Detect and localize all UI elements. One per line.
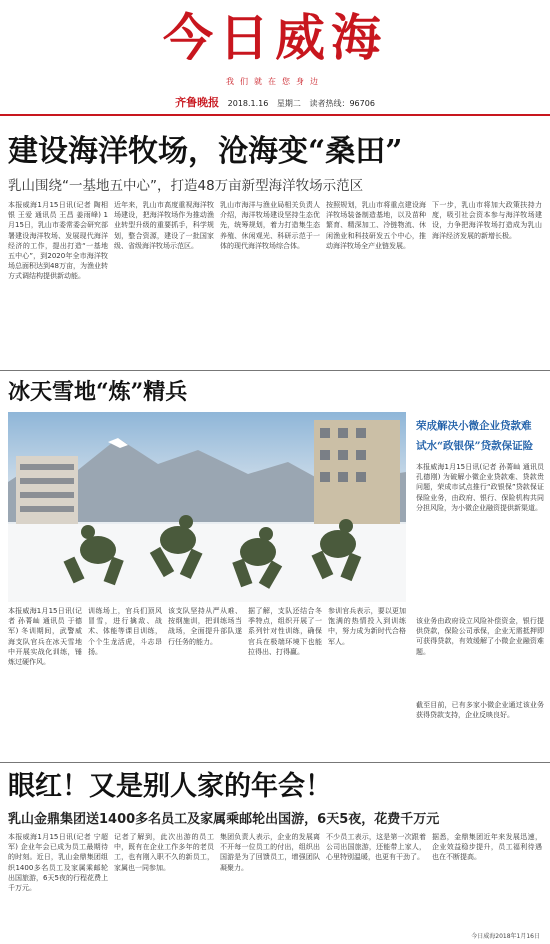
story3-column: 本报威海1月15日讯(记者 宁超军) 企业年会已成为员工最期待的时刻。近日，乳山金鼎集团组织1400多名员工及家属乘邮轮出国旅游，6天5夜的行程花费上千万元。 bbox=[8, 833, 108, 893]
soldiers-snow-photo bbox=[8, 412, 406, 602]
story1-column: 近年来，乳山市高度重视海洋牧场建设，把海洋牧场作为推动渔业转型升级的重要抓手，科学规划，整合资源，建设了一批国家级、省级海洋牧场示范区。 bbox=[114, 201, 214, 250]
story3-column: 集团负责人表示，企业的发展离不开每一位员工的付出，组织出国游是为了回馈员工，增强团队凝聚力。 bbox=[220, 833, 320, 872]
story1-column: 本报威海1月15日讯(记者 陶相银 王爱 通讯员 王昌 姜雨峰) 1月15日，乳山市委常委会研究部署建设海洋牧场、发展现代海洋经济的工作，提出打造“一基地五中心”，到2020年全市海洋牧场总面积达到48万亩，为渔业转方式调结构提供新动能。 bbox=[8, 201, 108, 281]
masthead-slogan: 我们就在您身边 bbox=[226, 77, 324, 86]
story1-headline: 建设海洋牧场，沧海变“桑田” bbox=[8, 134, 403, 169]
hotline-label: 读者热线： bbox=[309, 99, 350, 108]
story3-column: 不少员工表示，这是第一次跟着公司出国旅游，还能带上家人，心里特别温暖，也更有干劲了。 bbox=[326, 833, 426, 862]
story3-subhead: 乳山金鼎集团送1400多名员工及家属乘邮轮出国游，6天5夜，花费千万元 bbox=[8, 812, 440, 827]
story2-column: 训练场上，官兵们顶风冒雪，进行擒敌、战术、体能等课目训练，个个生龙活虎，斗志昂扬。 bbox=[88, 607, 162, 656]
issue-date: 2018.1.16 bbox=[227, 99, 269, 108]
story2-column: 该支队坚持从严从难、按纲施训，把训练场当战场，全面提升部队遂行任务的能力。 bbox=[168, 607, 242, 646]
issue-weekday: 星期二 bbox=[276, 99, 301, 108]
story1-column: 乳山市海洋与渔业局相关负责人介绍，海洋牧场建设坚持生态优先，统筹规划，着力打造集生态养殖、休闲观光、科研示范于一体的现代海洋牧场综合体。 bbox=[220, 201, 320, 250]
hotline-number: 96706 bbox=[349, 99, 375, 108]
ad-story-body: 截至目前，已有多家小微企业通过该业务获得贷款支持，企业反映良好。 bbox=[416, 701, 544, 720]
story2-headline: 冰天雪地“炼”精兵 bbox=[8, 379, 188, 405]
story3-headline: 眼红！又是别人家的年会！ bbox=[8, 771, 332, 802]
story3-column: 据悉，金鼎集团近年来发展迅速，企业效益稳步提升，员工福利待遇也在不断提高。 bbox=[432, 833, 542, 862]
section-divider bbox=[0, 370, 550, 371]
page-footer: 今日威海2018年1月16日 bbox=[471, 933, 540, 940]
story2-column: 本报威海1月15日讯(记者 孙菁屾 通讯员 于德军) 冬训期间，武警威海支队官兵在冰天雪地中开展实战化训练，锤炼过硬作风。 bbox=[8, 607, 82, 667]
story1-column: 按照规划，乳山市将重点建设海洋牧场装备制造基地，以及苗种繁育、精深加工、冷链物流、休闲渔业和科技研发五个中心，推动海洋牧场全产业链发展。 bbox=[326, 201, 426, 250]
soldiers-snow-illustration bbox=[8, 412, 406, 602]
masthead-title: 今日威海 bbox=[163, 8, 387, 67]
masthead-divider bbox=[0, 114, 550, 116]
ad-story-headline: 荣成解决小微企业贷款难 试水“政银保”贷款保证险 bbox=[416, 420, 534, 452]
story1-column: 下一步，乳山市将加大政策扶持力度，吸引社会资本参与海洋牧场建设，力争把海洋牧场打造成为乳山海洋经济发展的新增长极。 bbox=[432, 201, 542, 240]
brand-logo: 齐鲁晚报 bbox=[175, 96, 220, 109]
masthead-info bbox=[0, 94, 550, 110]
ad-story-body: 本报威海1月15日讯(记者 孙菁屾 通讯员 孔德刚) 为破解小微企业贷款难、贷款贵问题，荣成市试点推行“政银保”贷款保证保险业务，由政府、银行、保险机构共同分担风险，为小微企业融资提供新渠道。 bbox=[416, 463, 544, 512]
story1-subhead: 乳山围绕“一基地五中心”，打造48万亩新型海洋牧场示范区 bbox=[8, 178, 364, 194]
ad-story-body: 该业务由政府设立风险补偿资金，银行提供贷款，保险公司承保，企业无需抵押即可获得贷款，有效缓解了小微企业融资难题。 bbox=[416, 617, 544, 656]
masthead bbox=[0, 0, 550, 118]
story2-column: 据了解，支队还结合冬季特点，组织开展了一系列针对性训练，确保官兵在极端环境下也能拉得出、打得赢。 bbox=[248, 607, 322, 656]
section-divider bbox=[0, 762, 550, 763]
story2-column: 参训官兵表示，要以更加饱满的热情投入到训练中，努力成为新时代合格军人。 bbox=[328, 607, 406, 646]
story3-column: 记者了解到，此次出游的员工中，既有在企业工作多年的老员工，也有刚入职不久的新员工，家属也一同参加。 bbox=[114, 833, 214, 872]
